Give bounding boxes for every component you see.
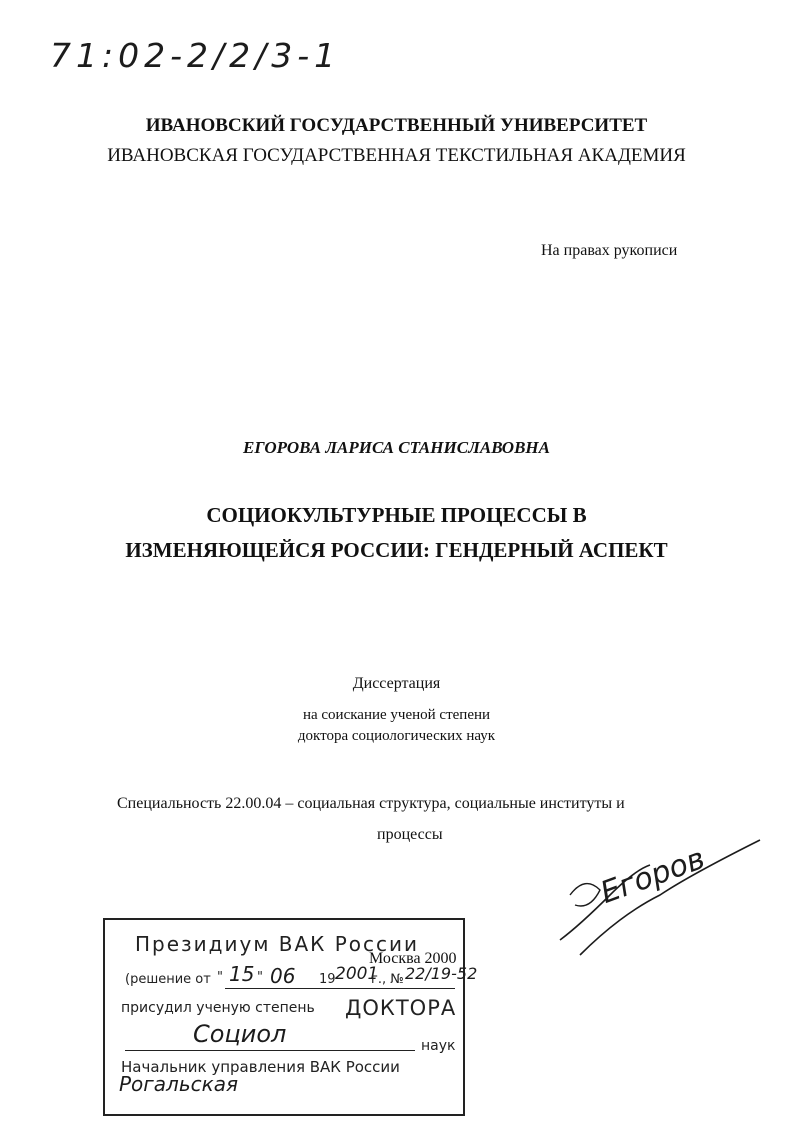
stamp-awarded-prefix: присудил ученую степень — [121, 1000, 315, 1016]
stamp-quote-close: " — [257, 970, 263, 985]
stamp-sciences: наук — [421, 1038, 456, 1054]
stamp-year-suffix: г., № — [371, 972, 404, 987]
title-line-2: ИЗМЕНЯЮЩЕЙСЯ РОССИИ: ГЕНДЕРНЫЙ АСПЕКТ — [125, 538, 668, 562]
rights-note: На правах рукописи — [541, 242, 678, 259]
purpose-line-1: на соискание ученой степени — [302, 707, 491, 723]
stamp-decision-prefix: (решение от — [125, 972, 211, 987]
stamp-decision-underline — [225, 988, 455, 989]
stamp-degree: ДОКТОРА — [345, 996, 457, 1020]
stamp-day: 15 — [229, 962, 255, 986]
author-signature — [540, 835, 770, 975]
specialty-line-1: Специальность 22.00.04 – социальная структура, социальные институты и — [117, 795, 625, 812]
city-year: Москва 2000 — [369, 950, 457, 967]
stamp-month: 06 — [270, 964, 296, 988]
archive-code: 71:02-2/2/3-1 — [50, 36, 341, 75]
author-name: ЕГОРОВА ЛАРИСА СТАНИСЛАВОВНА — [243, 438, 550, 457]
university-name: ИВАНОВСКИЙ ГОСУДАРСТВЕННЫЙ УНИВЕРСИТЕТ — [145, 115, 648, 136]
specialty-line-2: процессы — [377, 826, 443, 843]
signature-text: Егоров — [596, 841, 710, 911]
stamp-field-underline — [125, 1050, 415, 1051]
stamp-year-prefix: 19 — [319, 972, 336, 987]
stamp-head-signature: Рогальская — [119, 1072, 238, 1096]
stamp-number: 22/19-52 — [405, 964, 478, 983]
academy-name: ИВАНОВСКАЯ ГОСУДАРСТВЕННАЯ ТЕКСТИЛЬНАЯ АКАДЕМИЯ — [107, 145, 686, 166]
work-type: Диссертация — [352, 675, 441, 692]
purpose-line-2: доктора социологических наук — [297, 728, 496, 744]
stamp-title: Президиум ВАК России — [135, 932, 420, 956]
title-line-1: СОЦИОКУЛЬТУРНЫЕ ПРОЦЕССЫ В — [206, 503, 587, 527]
stamp-head-title: Начальник управления ВАК России — [121, 1058, 400, 1076]
stamp-field: Социол — [193, 1020, 287, 1048]
stamp-quote-open: " — [217, 970, 223, 985]
vak-stamp — [103, 918, 478, 1116]
stamp-year: 2001 — [335, 964, 379, 984]
